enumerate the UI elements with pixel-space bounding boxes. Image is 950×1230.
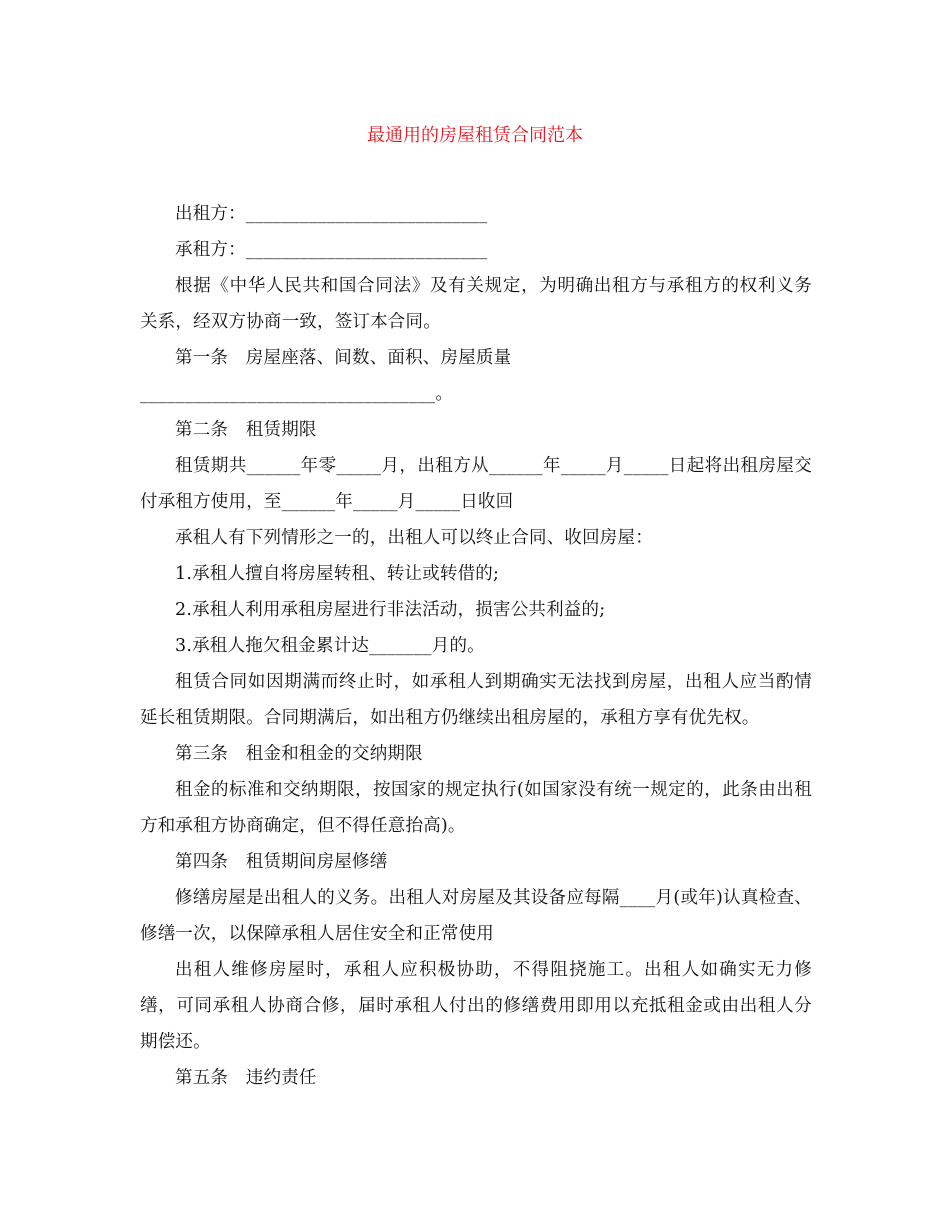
- article-3-body: 租金的标准和交纳期限，按国家的规定执行(如国家没有统一规定的，此条由出租方和承租方协商确定，但不得任意抬高)。: [140, 780, 812, 836]
- lessee-line: 承租方：___________________________: [175, 240, 488, 260]
- article-2-term-paragraph: 租赁期共______年零_____月，出租方从______年_____月_____日起将出租房屋交付承租方使用，至______年_____月_____日收回: [140, 456, 812, 512]
- article-4-body-2: 出租人维修房屋时，承租人应积极协助，不得阻挠施工。出租人如确实无力修缮，可同承租人协商合修，届时承租人付出的修缮费用即用以充抵租金或由出租人分期偿还。: [140, 960, 812, 1052]
- article-5-heading: 第五条 违约责任: [175, 1068, 317, 1088]
- document-body: [140, 196, 812, 1096]
- article-4-heading: 第四条 租赁期间房屋修缮: [175, 852, 388, 872]
- article-2-heading: 第二条 租赁期限: [175, 420, 317, 440]
- lessor-line: 出租方：___________________________: [175, 204, 488, 224]
- article-2-item-3: 3.承租人拖欠租金累计达_______月的。: [175, 636, 485, 656]
- article-2-item-2: 2.承租人利用承租房屋进行非法活动，损害公共利益的;: [175, 600, 606, 620]
- document-title: 最通用的房屋租赁合同范本: [367, 125, 583, 146]
- article-1-blank-line: _________________________________。: [140, 384, 454, 404]
- article-2-conditions-intro: 承租人有下列情形之一的，出租人可以终止合同、收回房屋：: [175, 528, 653, 548]
- article-2-renewal-paragraph: 租赁合同如因期满而终止时，如承租人到期确实无法找到房屋，出租人应当酌情延长租赁期限。合同期满后，如出租方仍继续出租房屋的，承租方享有优先权。: [140, 672, 812, 728]
- article-4-body-1: 修缮房屋是出租人的义务。出租人对房屋及其设备应每隔____月(或年)认真检查、修缮一次，以保障承租人居住安全和正常使用: [140, 888, 812, 944]
- article-2-item-1: 1.承租人擅自将房屋转租、转让或转借的;: [175, 564, 500, 584]
- article-3-heading: 第三条 租金和租金的交纳期限: [175, 744, 423, 764]
- preamble-paragraph: 根据《中华人民共和国合同法》及有关规定，为明确出租方与承租方的权利义务关系，经双方协商一致，签订本合同。: [140, 276, 812, 332]
- article-1-heading: 第一条 房屋座落、间数、面积、房屋质量: [175, 348, 512, 368]
